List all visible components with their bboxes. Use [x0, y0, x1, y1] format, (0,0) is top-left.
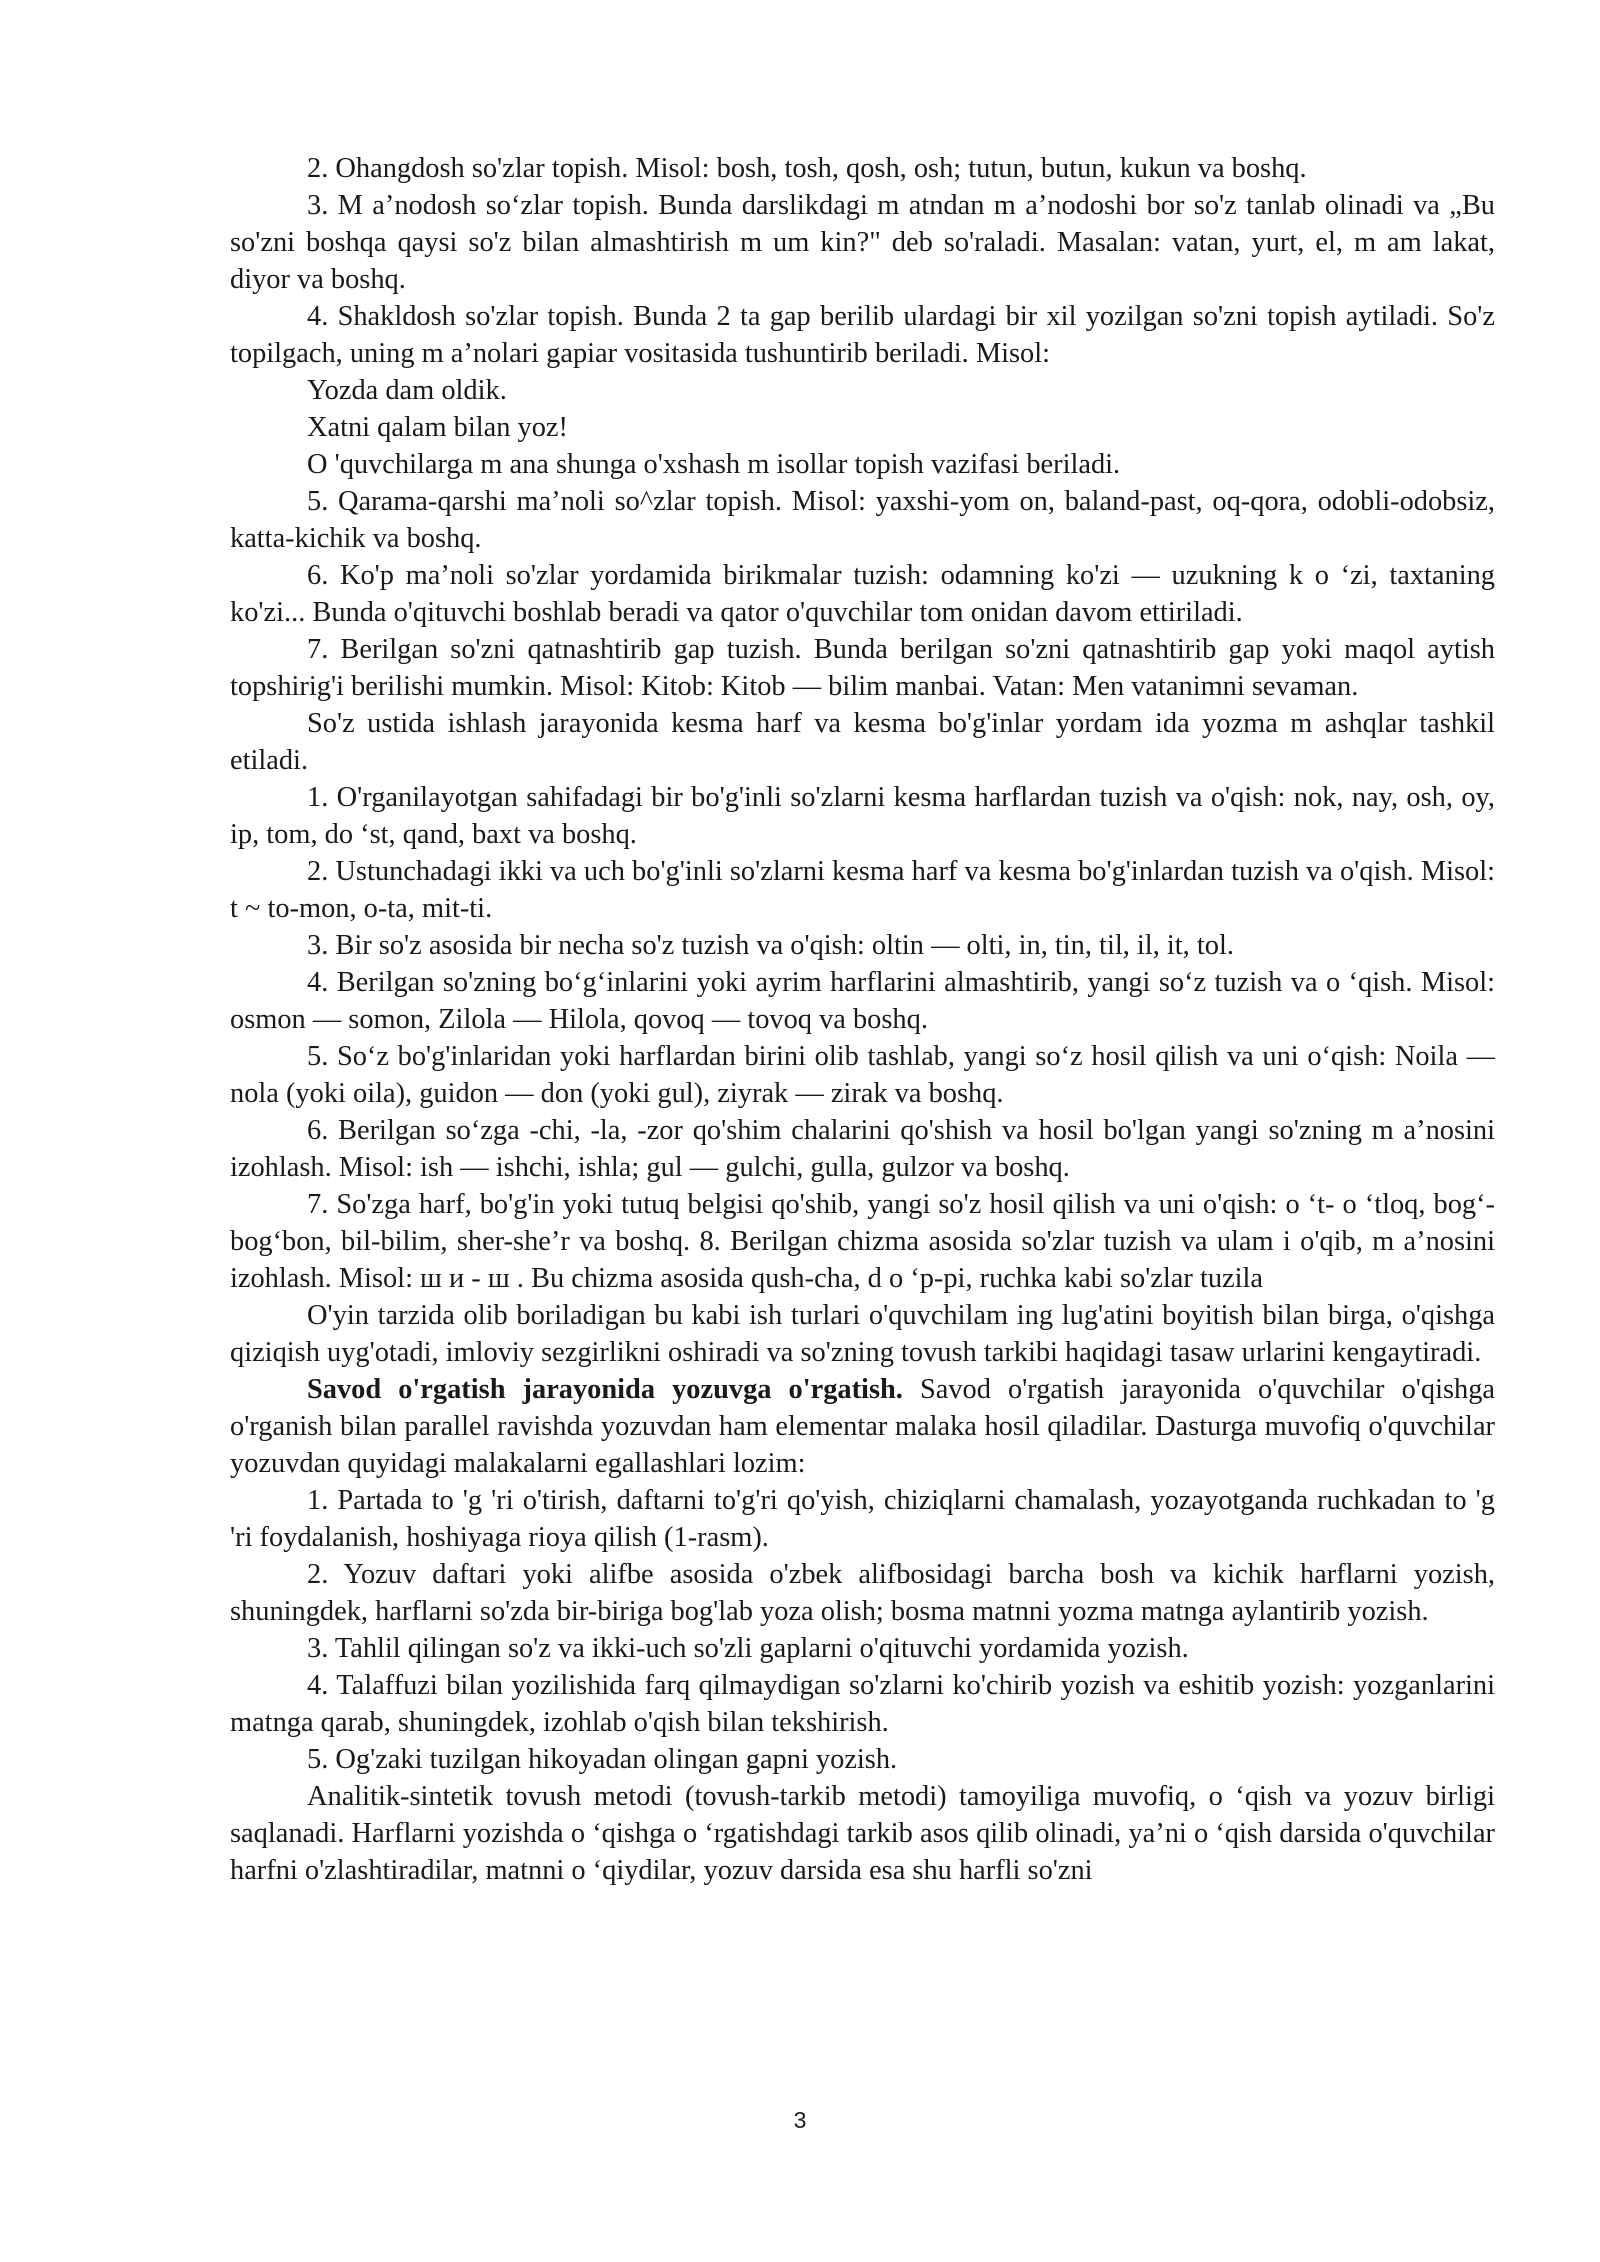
document-body — [230, 150, 1495, 1889]
paragraph: 3. Tahlil qilingan so'z va ikki-uch so'zli gaplarni o'qituvchi yordamida yozish. — [307, 1633, 1189, 1664]
paragraph: So'z ustida ishlash jarayonida kesma harf va kesma bo'g'inlar yordam ida yozma m ashqlar tashkil etiladi. — [230, 708, 1495, 776]
paragraph: 6. Ko'p ma’noli so'zlar yordamida birikmalar tuzish: odamning ko'zi — uzukning k o ‘zi, taxtaning ko'zi... Bunda o'qituvchi boshlab beradi va qator o'quvchilar tom onidan davom ettiriladi. — [230, 560, 1495, 628]
paragraph: 2. Yozuv daftari yoki alifbe asosida o'zbek alifbosidagi barcha bosh va kichik harflarni yozish, shuningdek, harflarni so'zda bir-biriga bog'lab yoza olish; bosma matnni yozma matnga aylantirib yozish. — [230, 1559, 1495, 1627]
paragraph: 4. Shakldosh so'zlar topish. Bunda 2 ta gap berilib ulardagi bir xil yozilgan so'zni topish aytiladi. So'z topilgach, uning m a’nolari gapiar vositasida tushuntirib beriladi. Misol: — [230, 301, 1495, 369]
paragraph: 7. So'zga harf, bo'g'in yoki tutuq belgisi qo'shib, yangi so'z hosil qilish va uni o'qish: o ‘t- o ‘tloq, bog‘-bog‘bon, bil-bilim, sher-she’r va boshq. 8. Berilgan chizma asosida so'zlar tuzish va ulam i o'qib, m a’nosini izohlash. Misol: ш и - ш . Bu chizma asosida qush-cha, d o ‘p-pi, ruchka kabi so'zlar tuzila — [230, 1189, 1495, 1294]
example-line: Xatni qalam bilan yoz! — [307, 412, 568, 443]
paragraph: 3. M a’nodosh so‘zlar topish. Bunda darslikdagi m atndan m a’nodoshi bor so'z tanlab olinadi va „Bu so'zni boshqa qaysi so'z bilan almashtirish m um kin?" deb so'raladi. Masalan: vatan, yurt, el, m am lakat, diyor va boshq. — [230, 190, 1495, 295]
example-line: O 'quvchilarga m ana shunga o'xshash m isollar topish vazifasi beriladi. — [307, 449, 1121, 480]
paragraph: 5. Qarama-qarshi ma’noli so^zlar topish. Misol: yaxshi-yom on, baland-past, oq-qora, odobli-odobsiz, katta-kichik va boshq. — [230, 486, 1495, 554]
paragraph: 2. Ohangdosh so'zlar topish. Misol: bosh, tosh, qosh, osh; tutun, butun, kukun va boshq. — [307, 153, 1307, 184]
paragraph: 6. Berilgan so‘zga -chi, -la, -zor qo'shim chalarini qo'shish va hosil bo'lgan yangi so'zning m a’nosini izohlash. Misol: ish — ishchi, ishla; gul — gulchi, gulla, gulzor va boshq. — [230, 1115, 1495, 1183]
paragraph: 5. So‘z bo'g'inlaridan yoki harflardan birini olib tashlab, yangi so‘z hosil qilish va uni o‘qish: Noila — nola (yoki oila), guidon — don (yoki gul), ziyrak — zirak va boshq. — [230, 1041, 1495, 1109]
page-number: 3 — [793, 2107, 807, 2133]
paragraph: 5. Og'zaki tuzilgan hikoyadan olingan gapni yozish. — [307, 1744, 898, 1775]
paragraph: 2. Ustunchadagi ikki va uch bo'g'inli so'zlarni kesma harf va kesma bo'g'inlardan tuzish va o'qish. Misol: t ~ to-mon, o-ta, mit-ti. — [230, 856, 1495, 924]
section-heading: Savod o'rgatish jarayonida yozuvga o'rgatish. — [307, 1374, 903, 1405]
paragraph: 1. Partada to 'g 'ri o'tirish, daftarni to'g'ri qo'yish, chiziqlarni chamalash, yozayotganda ruchkadan to 'g 'ri foydalanish, hoshiyaga rioya qilish (1-rasm). — [230, 1485, 1495, 1553]
paragraph: 7. Berilgan so'zni qatnashtirib gap tuzish. Bunda berilgan so'zni qatnashtirib gap yoki maqol aytish topshirig'i berilishi mumkin. Misol: Kitob: Kitob — bilim manbai. Vatan: Men vatanimni sevaman. — [230, 634, 1495, 702]
paragraph: 4. Berilgan so'zning bo‘g‘inlarini yoki ayrim harflarini almashtirib, yangi so‘z tuzish va o ‘qish. Misol: osmon — somon, Zilola — Hilola, qovoq — tovoq va boshq. — [230, 967, 1495, 1035]
example-line: Yozda dam oldik. — [307, 375, 507, 406]
paragraph: Analitik-sintetik tovush metodi (tovush-tarkib metodi) tamoyiliga muvofiq, o ‘qish va yozuv birligi saqlanadi. Harflarni yozishda o ‘qishga o ‘rgatishdagi tarkib asos qilib olinadi, ya’ni o ‘qish darsida o'quvchilar harfni o'zlashtiradilar, matnni o ‘qiydilar, yozuv darsida esa shu harfli so'zni — [230, 1781, 1495, 1886]
paragraph: 3. Bir so'z asosida bir necha so'z tuzish va o'qish: oltin — olti, in, tin, til, il, it, tol. — [307, 930, 1234, 961]
paragraph: 1. O'rganilayotgan sahifadagi bir bo'g'inli so'zlarni kesma harflardan tuzish va o'qish: nok, nay, osh, oy, ip, tom, do ‘st, qand, baxt va boshq. — [230, 782, 1495, 850]
section-paragraph — [230, 1371, 1495, 1482]
paragraph: 4. Talaffuzi bilan yozilishida farq qilmaydigan so'zlarni ko'chirib yozish va eshitib yozish: yozganlarini matnga qarab, shuningdek, izohlab o'qish bilan tekshirish. — [230, 1670, 1495, 1738]
section-text: Savod o'rgatish jarayonida o'quvchilar o'qishga o'rganish bilan parallel ravishda yozuvdan ham elementar malaka hosil qiladilar. Dasturga muvofiq o'quvchilar yozuvdan quyidagi malakalarni egallashlari lozim: — [230, 1374, 1496, 1479]
paragraph: O'yin tarzida olib boriladigan bu kabi ish turlari o'quvchilam ing lug'atini boyitish bilan birga, o'qishga qiziqish uyg'otadi, imloviy sezgirlikni oshiradi va so'zning tovush tarkibi haqidagi tasaw urlarini kengaytiradi. — [230, 1300, 1495, 1368]
